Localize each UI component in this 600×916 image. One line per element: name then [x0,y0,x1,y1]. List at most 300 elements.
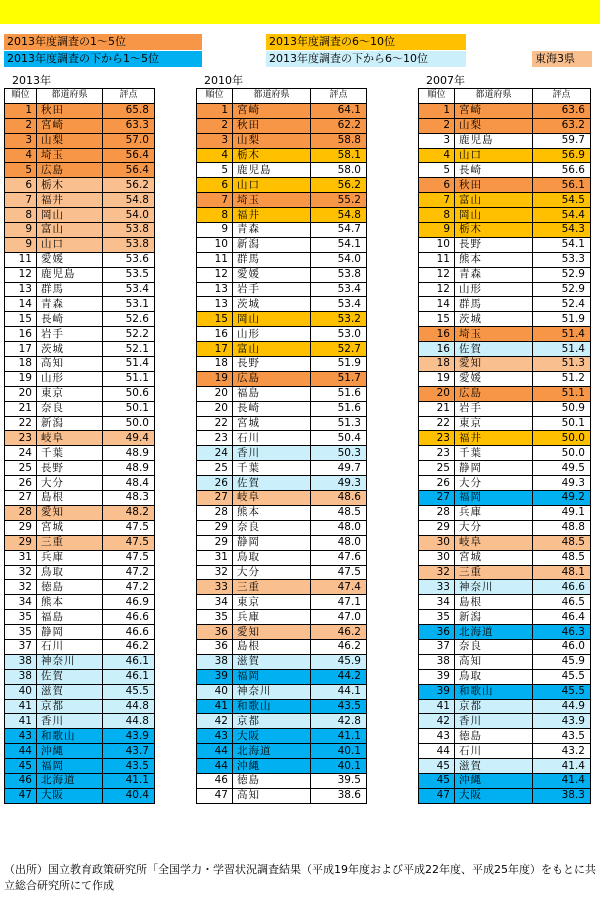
table-row [419,282,591,297]
rank-cell: 34 [197,595,233,610]
table-row [5,297,155,312]
score-cell: 41.1 [311,729,367,744]
score-cell: 53.4 [103,282,155,297]
prefecture-cell: 愛知 [233,625,311,640]
rank-cell: 13 [197,282,233,297]
rank-cell: 32 [197,565,233,580]
rank-cell: 15 [197,312,233,327]
score-cell: 59.7 [533,133,591,148]
header-rank: 順位 [197,89,233,104]
table-row [5,625,155,640]
table-row [197,223,367,238]
table-row [197,476,367,491]
prefecture-cell: 広島 [455,386,533,401]
prefecture-cell: 奈良 [455,639,533,654]
rank-cell: 35 [419,610,455,625]
prefecture-cell: 岡山 [455,208,533,223]
table-row [419,237,591,252]
table-row [5,178,155,193]
rank-cell: 23 [419,446,455,461]
prefecture-cell: 宮崎 [37,118,103,133]
table-row [419,699,591,714]
rank-cell: 29 [197,520,233,535]
rank-cell: 47 [5,788,37,803]
rank-cell: 44 [419,744,455,759]
legend [4,34,594,68]
table-row [5,654,155,669]
prefecture-cell: 東京 [37,386,103,401]
rank-cell: 37 [5,639,37,654]
table-row [419,267,591,282]
score-cell: 51.1 [533,386,591,401]
score-cell: 49.5 [533,461,591,476]
prefecture-cell: 広島 [37,163,103,178]
table-row [5,401,155,416]
score-cell: 51.9 [533,312,591,327]
rank-cell: 32 [5,580,37,595]
legend-bottom6-10: 2013年度調査の下から6～10位 [266,51,466,67]
score-cell: 53.5 [103,267,155,282]
rank-cell: 31 [5,550,37,565]
prefecture-cell: 栃木 [233,148,311,163]
rank-cell: 17 [197,342,233,357]
prefecture-cell: 愛知 [37,505,103,520]
prefecture-cell: 長崎 [455,163,533,178]
rank-cell: 11 [5,252,37,267]
rank-cell: 7 [419,193,455,208]
score-cell: 52.7 [311,342,367,357]
table-row [5,759,155,774]
prefecture-cell: 大分 [233,565,311,580]
table-row [419,759,591,774]
score-cell: 46.2 [311,639,367,654]
rank-cell: 22 [419,416,455,431]
prefecture-cell: 新潟 [233,237,311,252]
rank-cell: 40 [5,684,37,699]
table-row [197,461,367,476]
score-cell: 50.3 [311,446,367,461]
score-cell: 57.0 [103,133,155,148]
table-row [197,148,367,163]
prefecture-cell: 徳島 [37,580,103,595]
rank-cell: 23 [419,431,455,446]
rank-cell: 19 [5,371,37,386]
rank-cell: 6 [5,178,37,193]
table-header [419,89,591,104]
rank-cell: 35 [5,610,37,625]
table-row [5,505,155,520]
prefecture-cell: 徳島 [455,729,533,744]
table-row [197,699,367,714]
prefecture-cell: 愛媛 [233,267,311,282]
table-row [5,118,155,133]
rank-cell: 25 [197,461,233,476]
prefecture-cell: 青森 [455,267,533,282]
table-row [197,491,367,506]
table-row [419,535,591,550]
rank-cell: 11 [197,252,233,267]
score-cell: 43.2 [533,744,591,759]
prefecture-cell: 山形 [233,327,311,342]
prefecture-cell: 鹿児島 [37,267,103,282]
score-cell: 52.9 [533,267,591,282]
table-row [5,327,155,342]
score-cell: 48.2 [103,505,155,520]
rank-cell: 46 [197,773,233,788]
prefecture-cell: 三重 [37,535,103,550]
rank-cell: 41 [197,699,233,714]
score-cell: 62.2 [311,118,367,133]
rank-cell: 17 [5,342,37,357]
table-row [197,446,367,461]
year-block-2007 [418,74,591,804]
rank-cell: 8 [5,208,37,223]
score-cell: 48.1 [533,565,591,580]
prefecture-cell: 鳥取 [37,565,103,580]
score-cell: 56.2 [103,178,155,193]
score-cell: 44.8 [103,699,155,714]
score-cell: 46.1 [103,669,155,684]
score-cell: 46.2 [103,639,155,654]
rank-cell: 9 [197,223,233,238]
prefecture-cell: 山梨 [233,133,311,148]
prefecture-cell: 兵庫 [233,610,311,625]
score-cell: 46.6 [533,580,591,595]
rank-cell: 42 [197,714,233,729]
table-row [197,505,367,520]
table-row [197,297,367,312]
prefecture-cell: 富山 [37,223,103,238]
score-cell: 65.8 [103,103,155,118]
rank-cell: 5 [197,163,233,178]
prefecture-cell: 秋田 [233,118,311,133]
table-row [419,476,591,491]
table-row [5,684,155,699]
legend-top6-10: 2013年度調査の6～10位 [266,34,466,50]
prefecture-cell: 宮城 [233,416,311,431]
score-cell: 48.0 [311,535,367,550]
prefecture-cell: 岐阜 [37,431,103,446]
prefecture-cell: 神奈川 [37,654,103,669]
table-row [419,788,591,803]
rank-cell: 16 [5,327,37,342]
rank-cell: 19 [197,371,233,386]
rank-cell: 12 [197,267,233,282]
rank-cell: 5 [419,163,455,178]
rank-cell: 44 [197,744,233,759]
prefecture-cell: 高知 [455,654,533,669]
prefecture-cell: 兵庫 [455,505,533,520]
rank-cell: 44 [197,759,233,774]
score-cell: 40.1 [311,744,367,759]
table-row [5,520,155,535]
table-row [5,729,155,744]
rank-cell: 24 [197,446,233,461]
score-cell: 48.3 [103,491,155,506]
rank-cell: 16 [419,327,455,342]
prefecture-cell: 富山 [455,193,533,208]
prefecture-cell: 宮城 [455,550,533,565]
prefecture-cell: 福岡 [455,491,533,506]
score-cell: 53.2 [311,312,367,327]
score-cell: 49.7 [311,461,367,476]
table-row [5,446,155,461]
prefecture-cell: 愛知 [455,357,533,372]
prefecture-cell: 神奈川 [455,580,533,595]
score-cell: 50.0 [533,431,591,446]
header-score: 評点 [103,89,155,104]
rank-cell: 16 [197,327,233,342]
score-cell: 49.4 [103,431,155,446]
source-note: （出所）国立教育政策研究所「全国学力・学習状況調査結果（平成19年度および平成22年度、平成25年度）をもとに共立総合研究所にて作成 [4,863,596,892]
table-row [197,103,367,118]
score-cell: 40.1 [311,759,367,774]
prefecture-cell: 福島 [37,610,103,625]
legend-bottom1-5: 2013年度調査の下から1～5位 [4,51,202,67]
prefecture-cell: 石川 [455,744,533,759]
prefecture-cell: 鳥取 [455,669,533,684]
score-cell: 54.1 [311,237,367,252]
year-label: 2013年 [12,74,51,87]
table-row [5,639,155,654]
table-row [419,327,591,342]
prefecture-cell: 静岡 [37,625,103,640]
rank-cell: 3 [197,133,233,148]
prefecture-cell: 長崎 [37,312,103,327]
score-cell: 56.4 [103,163,155,178]
score-cell: 47.2 [103,580,155,595]
rank-cell: 10 [419,237,455,252]
score-cell: 48.4 [103,476,155,491]
table-header [197,89,367,104]
table-row [197,401,367,416]
table-row [419,342,591,357]
score-cell: 54.3 [533,223,591,238]
prefecture-cell: 群馬 [455,297,533,312]
rank-cell: 32 [5,565,37,580]
table-row [197,386,367,401]
table-row [197,342,367,357]
prefecture-cell: 三重 [233,580,311,595]
prefecture-cell: 岩手 [37,327,103,342]
rank-cell: 18 [5,357,37,372]
score-cell: 56.2 [311,178,367,193]
ranking-table-2007 [418,88,591,804]
table-row [197,625,367,640]
rank-cell: 39 [419,684,455,699]
rank-cell: 1 [197,103,233,118]
prefecture-cell: 山形 [455,282,533,297]
table-row [419,580,591,595]
score-cell: 43.5 [533,729,591,744]
prefecture-cell: 群馬 [37,282,103,297]
prefecture-cell: 岡山 [233,312,311,327]
prefecture-cell: 熊本 [455,252,533,267]
prefecture-cell: 島根 [455,595,533,610]
score-cell: 49.3 [533,476,591,491]
score-cell: 51.3 [533,357,591,372]
table-row [419,133,591,148]
prefecture-cell: 山梨 [455,118,533,133]
score-cell: 46.4 [533,610,591,625]
rank-cell: 31 [197,550,233,565]
table-row [197,669,367,684]
score-cell: 38.3 [533,788,591,803]
rank-cell: 38 [197,654,233,669]
score-cell: 50.4 [311,431,367,446]
rank-cell: 4 [197,148,233,163]
score-cell: 46.9 [103,595,155,610]
score-cell: 48.9 [103,461,155,476]
score-cell: 50.1 [533,416,591,431]
table-row [419,610,591,625]
rank-cell: 1 [5,103,37,118]
prefecture-cell: 滋賀 [233,654,311,669]
score-cell: 45.5 [533,684,591,699]
rank-cell: 7 [197,193,233,208]
score-cell: 58.0 [311,163,367,178]
score-cell: 56.9 [533,148,591,163]
prefecture-cell: 茨城 [37,342,103,357]
top-color-strip [0,0,600,24]
prefecture-cell: 京都 [233,714,311,729]
rank-cell: 41 [5,714,37,729]
score-cell: 56.1 [533,178,591,193]
rank-cell: 38 [5,654,37,669]
table-row [5,342,155,357]
prefecture-cell: 岩手 [233,282,311,297]
table-row [197,193,367,208]
rank-cell: 28 [197,505,233,520]
header-score: 評点 [533,89,591,104]
table-row [419,118,591,133]
table-row [197,371,367,386]
table-row [5,208,155,223]
prefecture-cell: 滋賀 [37,684,103,699]
table-row [5,282,155,297]
score-cell: 43.9 [533,714,591,729]
rank-cell: 40 [197,684,233,699]
rank-cell: 41 [419,699,455,714]
table-row [5,416,155,431]
score-cell: 47.6 [311,550,367,565]
prefecture-cell: 鹿児島 [233,163,311,178]
table-row [419,669,591,684]
table-row [197,565,367,580]
rank-cell: 16 [419,342,455,357]
table-row [197,327,367,342]
rank-cell: 29 [5,535,37,550]
score-cell: 53.0 [311,327,367,342]
year-block-2010 [196,74,367,804]
rank-cell: 32 [419,565,455,580]
rank-cell: 45 [5,759,37,774]
score-cell: 45.5 [533,669,591,684]
score-cell: 53.1 [103,297,155,312]
table-row [197,416,367,431]
table-row [5,610,155,625]
rank-cell: 20 [197,386,233,401]
table-row [197,178,367,193]
rank-cell: 13 [197,297,233,312]
table-row [5,252,155,267]
score-cell: 52.4 [533,297,591,312]
rank-cell: 12 [419,267,455,282]
score-cell: 50.0 [103,416,155,431]
prefecture-cell: 東京 [455,416,533,431]
table-row [197,535,367,550]
rank-cell: 41 [5,699,37,714]
rank-cell: 36 [419,625,455,640]
score-cell: 51.3 [311,416,367,431]
rank-cell: 1 [419,103,455,118]
prefecture-cell: 徳島 [233,773,311,788]
rank-cell: 30 [419,535,455,550]
table-row [5,550,155,565]
year-label: 2007年 [426,74,465,87]
rank-cell: 15 [5,312,37,327]
table-row [419,565,591,580]
rank-cell: 38 [5,669,37,684]
score-cell: 48.0 [311,520,367,535]
table-row [419,639,591,654]
prefecture-cell: 兵庫 [37,550,103,565]
score-cell: 48.5 [533,535,591,550]
table-row [419,208,591,223]
prefecture-cell: 熊本 [233,505,311,520]
prefecture-cell: 島根 [37,491,103,506]
prefecture-cell: 新潟 [455,610,533,625]
rank-cell: 27 [5,491,37,506]
prefecture-cell: 大分 [455,520,533,535]
score-cell: 46.6 [103,610,155,625]
table-row [5,386,155,401]
prefecture-cell: 和歌山 [455,684,533,699]
score-cell: 50.1 [103,401,155,416]
table-row [5,744,155,759]
score-cell: 54.0 [311,252,367,267]
rank-cell: 39 [419,669,455,684]
rank-cell: 20 [419,386,455,401]
table-row [197,282,367,297]
rank-cell: 4 [5,148,37,163]
score-cell: 46.2 [311,625,367,640]
table-row [419,505,591,520]
table-row [197,580,367,595]
rank-cell: 14 [5,297,37,312]
score-cell: 46.1 [103,654,155,669]
prefecture-cell: 佐賀 [37,669,103,684]
table-row [419,714,591,729]
prefecture-cell: 北海道 [233,744,311,759]
table-row [419,297,591,312]
rank-cell: 47 [197,788,233,803]
score-cell: 47.2 [103,565,155,580]
score-cell: 51.7 [311,371,367,386]
prefecture-cell: 岡山 [37,208,103,223]
rank-cell: 3 [5,133,37,148]
table-row [197,252,367,267]
prefecture-cell: 鹿児島 [455,133,533,148]
table-row [5,580,155,595]
table-row [197,744,367,759]
table-row [197,118,367,133]
score-cell: 48.5 [533,550,591,565]
table-row [5,461,155,476]
prefecture-cell: 青森 [233,223,311,238]
score-cell: 50.9 [533,401,591,416]
prefecture-cell: 福井 [455,431,533,446]
